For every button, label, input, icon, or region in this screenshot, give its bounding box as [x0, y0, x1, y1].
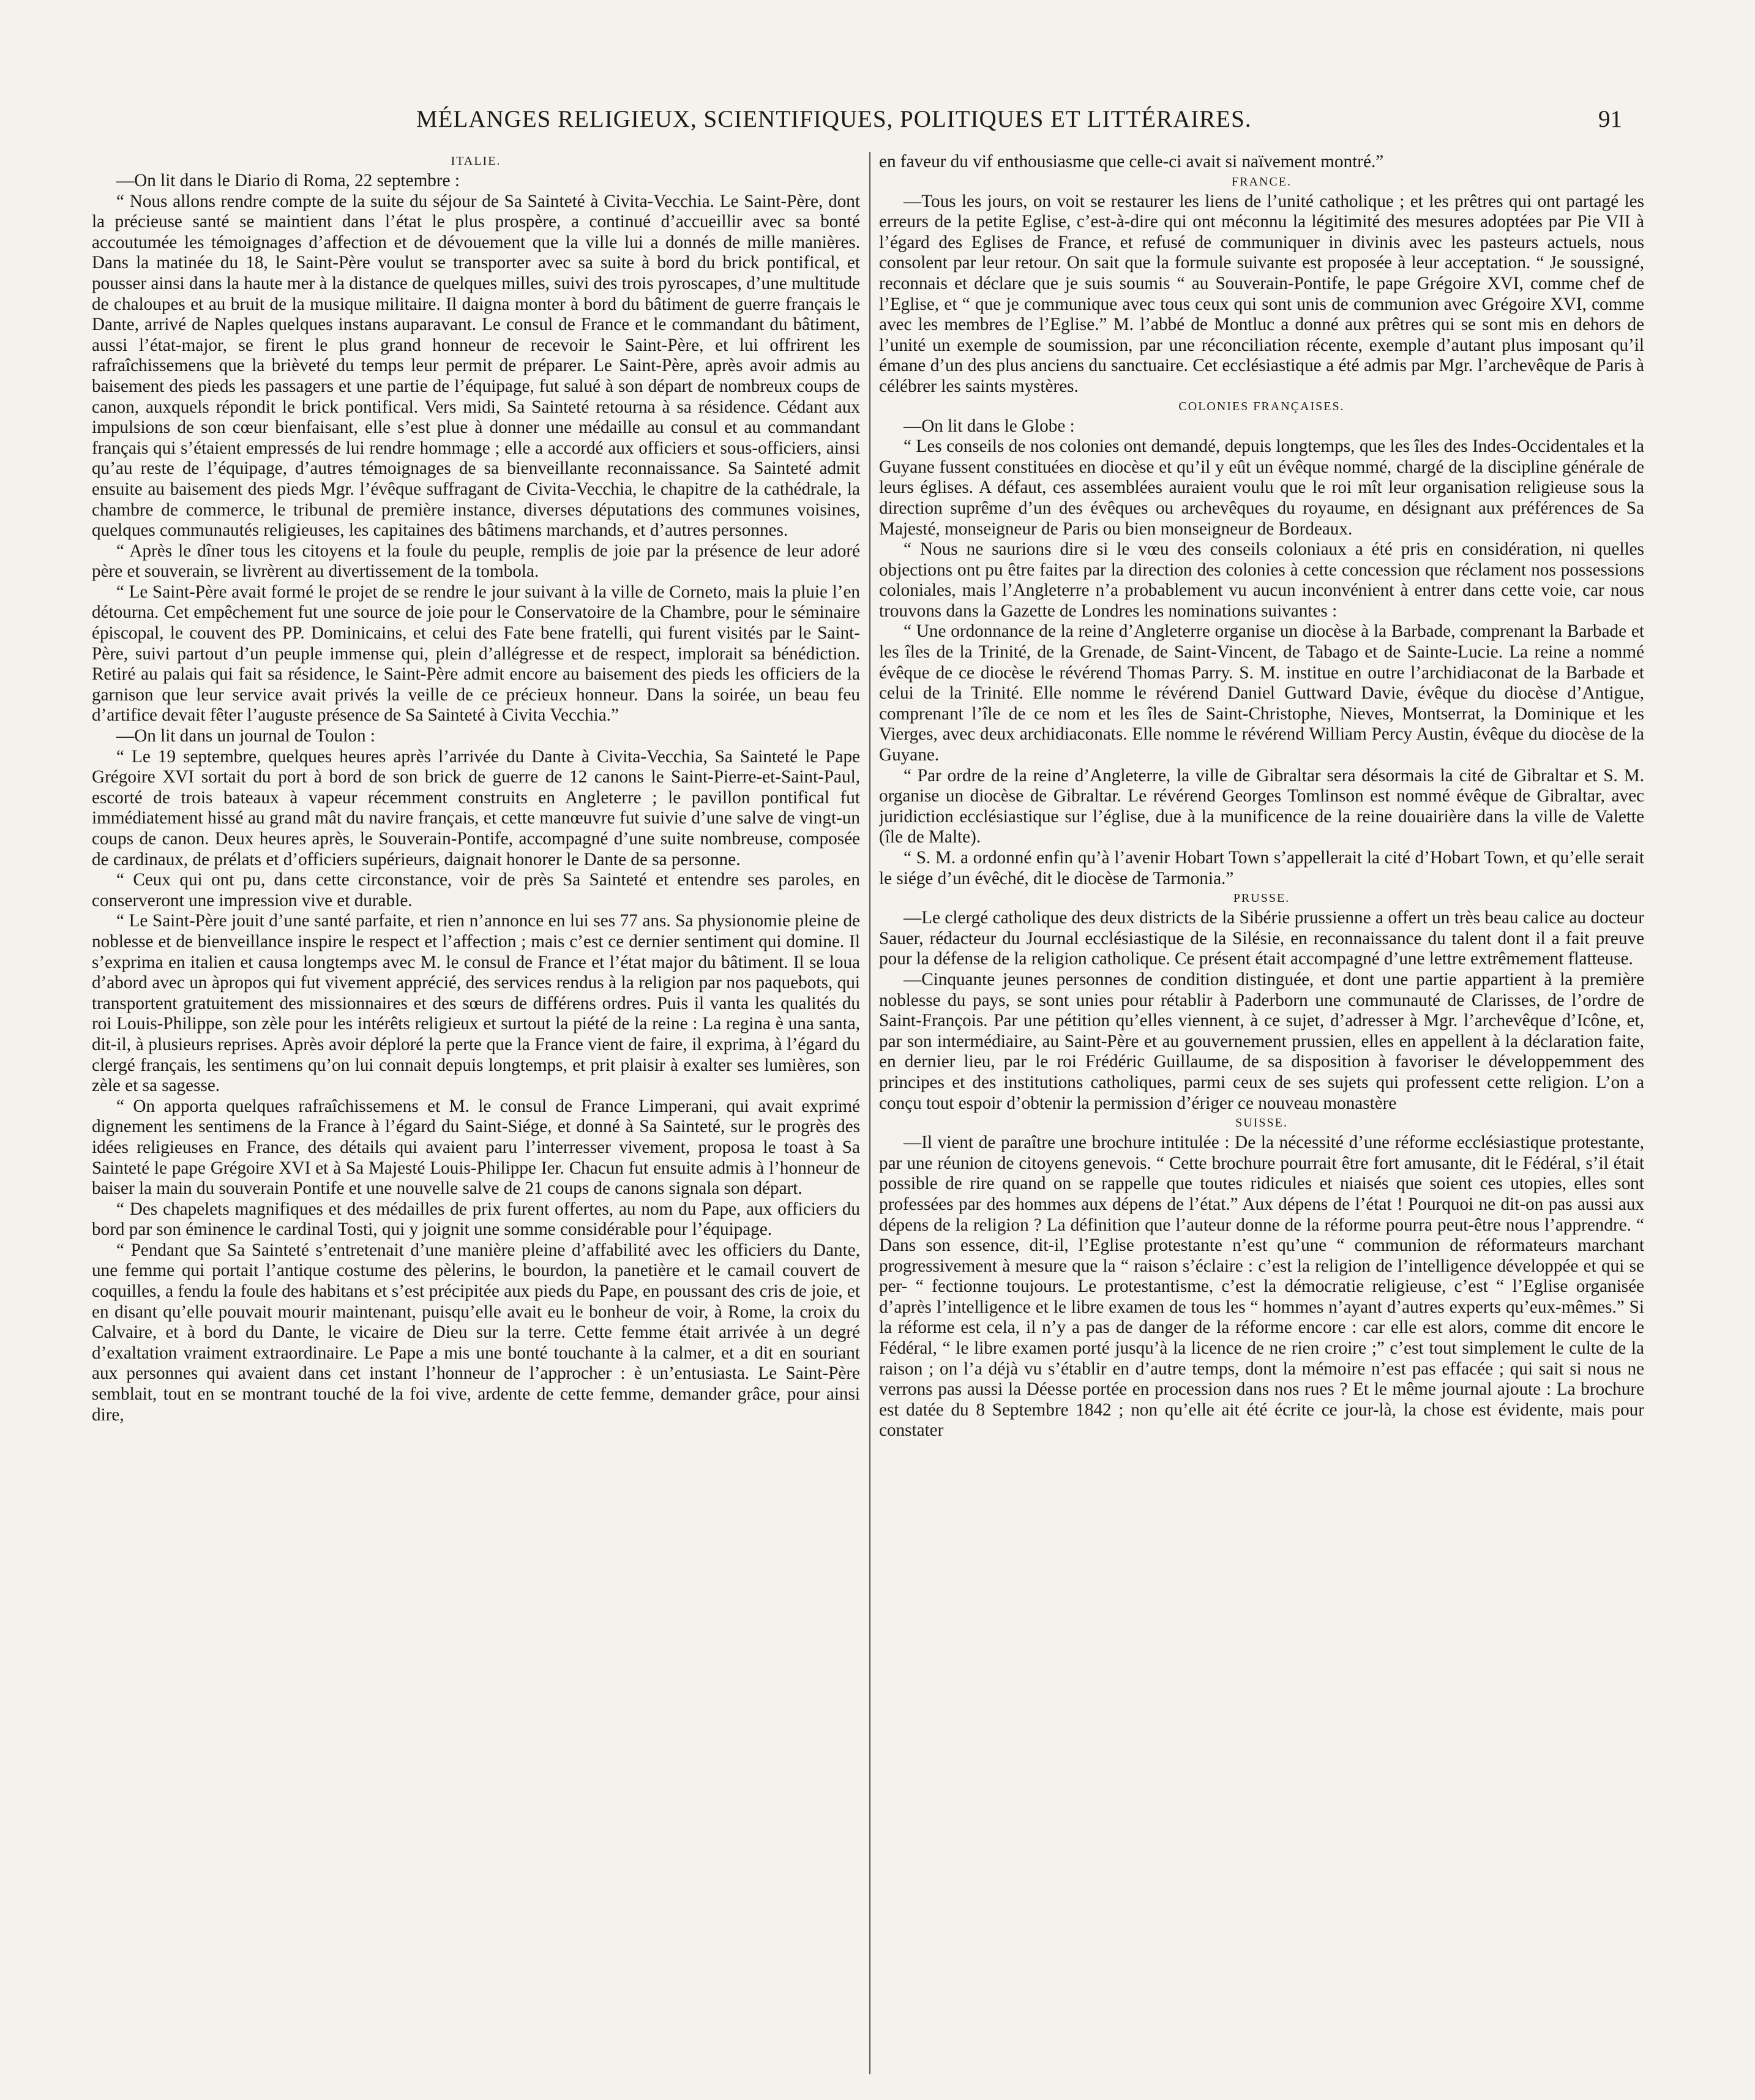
section-heading-suisse: SUISSE.	[1235, 1116, 1288, 1130]
paragraph: “ Le Saint-Père jouit d’une santé parfaite, et rien n’annonce en lui ses 77 ans. Sa physionomie pleine de noblesse et de bienveillance inspire le respect et l’affection ; mais c’est ce dernier sentiment qui domine. Il s’exprima en italien et causa longtemps avec M. le consul de France et l’état major du bâtiment. Il se loua d’abord avec un àpropos qui fut vivement apprécié, des services rendus à la religion par nos paquebots, qui transportent gratuitement des missionnaires et des sœurs de différens ordres. Puis il vanta les qualités du roi Louis-Philippe, son zèle pour les intérêts religieux et surtout la piété de la reine : La regina è una santa, dit-il, à plusieurs reprises. Après avoir déploré la perte que la France vient de faire, il exprima, à l’égard du clergé français, les sentimens qu’on lui connait depuis longtemps, et prit plaisir à exalter ses lumières, son zèle et sa sagesse.	[92, 911, 860, 1096]
paragraph: “ Pendant que Sa Sainteté s’entretenait d’une manière pleine d’affabilité avec les officiers du Dante, une femme qui portait l’antique costume des pèlerins, le bourdon, la panetière et le camail couvert de coquilles, a fendu la foule des habitans et s’est précipitée aux pieds du Pape, en poussant des cris de joie, et en disant qu’elle pouvait mourir maintenant, puisqu’elle avait eu le bonheur de voir, à Rome, la croix du Calvaire, et à bord du Dante, le vicaire de Dieu sur la terre. Cette femme était arrivée à un degré d’exaltation vraiment extraordinaire. Le Pape a mis une bonté touchante à la calmer, et a dit en souriant aux personnes qui avaient dans cet instant l’honneur de l’approcher : è un’entusiasta. Le Saint-Père semblait, tout en se montrant touché de la foi vive, ardente de cette femme, demander grâce, pour ainsi dire,	[92, 1240, 860, 1425]
paragraph: —Il vient de paraître une brochure intitulée : De la nécessité d’une réforme ecclésiastique protestante, par une réunion de citoyens genevois. “ Cette brochure pourrait être fort amusante, dit le Fédéral, s’il était possible de rire quand on se rappelle que toutes ridicules et niaisés que soient ces utopies, elles sont professées par des hommes aux dépens de l’état.” Aux dépens de l’état ! Pourquoi ne dit-on pas aussi aux dépens de la religion ? La définition que l’auteur donne de la réforme pourra peut-être nous l’apprendre. “ Dans son essence, dit-il, l’Eglise protestante n’est qu’une “ communion de réformateurs marchant progressivement à mesure que la “ raison s’éclaire : c’est la religion de l’intelligence développée et qui se per- “ fectionne toujours. Le protestantisme, c’est la démocratie religieuse, c’est “ l’Eglise organisée d’après l’intelligence et le libre examen de tous les “ hommes n’ayant d’autres experts qu’eux-mêmes.” Si la réforme est cela, il n’y a pas de danger de la réforme encore : car elle est alors, comme dit encore le Fédéral, “ le libre examen porté jusqu’à la licence de ne rien croire ;” c’est tout simplement le culte de la raison ; on l’a déjà vu s’établir en d’autre temps, dont la mémoire n’est pas effacée ; qui sait si nous ne verrons pas aussi la Déesse portée en procession dans nos rues ? Et le même journal ajoute : La brochure est datée du 8 Septembre 1842 ; non qu’elle ait été écrite ce jour-là, la chose est évidente, mais pour constater	[879, 1133, 1644, 1441]
column-divider	[869, 152, 870, 2074]
paragraph: “ Des chapelets magnifiques et des médailles de prix furent offertes, au nom du Pape, aux officiers du bord par son éminence le cardinal Tosti, qui y joignit une somme considérable pour l’équipage.	[92, 1199, 860, 1240]
section-heading-colonies: COLONIES FRANÇAISES.	[1178, 399, 1345, 413]
paragraph: —Tous les jours, on voit se restaurer les liens de l’unité catholique ; et les prêtres qui ont partagé les erreurs de la petite Eglise, c’est-à-dire qui ont méconnu la légitimité des mesures adoptées par Pie VII à l’égard des Eglises de France, et refusé de communiquer in divinis avec les pasteurs actuels, nous consolent par leur retour. On sait que la formule suivante est proposée à leur acceptation. “ Je soussigné, reconnais et déclare que je suis soumis “ au Souverain-Pontife, le pape Grégoire XVI, comme chef de l’Eglise, et “ que je communique avec tous ceux qui sont unis de communion avec Grégoire XVI, comme avec les membres de l’Eglise.” M. l’abbé de Montluc a donné aux prêtres qui se sont mis en dehors de l’unité un exemple de soumission, par une réconciliation récente, exemple d’autant plus imposant qu’il émane d’un des plus anciens du sanctuaire. Cet ecclésiastique a été admis par Mgr. l’archevêque de Paris à célébrer les saints mystères.	[879, 191, 1644, 396]
paragraph: “ Après le dîner tous les citoyens et la foule du peuple, remplis de joie par la présence de leur adoré père et souverain, se livrèrent au divertissement de la tombola.	[92, 541, 860, 582]
paragraph: —On lit dans le Diario di Roma, 22 septembre :	[116, 171, 460, 190]
paragraph: “ On apporta quelques rafraîchissemens et M. le consul de France Limperani, qui avait exprimé dignement les sentimens de la France à l’égard du Saint-Siége, et donné à Sa Sainteté, sur le progrès des idées religieuses en France, des détails qui avaient paru l’interresser vivement, proposa le toast à Sa Sainteté le pape Grégoire XVI et à Sa Majesté Louis-Philippe Ier. Chacun fut ensuite admis à l’honneur de baiser la main du souverain Pontife et une nouvelle salve de 21 coups de canons signala son départ.	[92, 1096, 860, 1199]
section-heading-prusse: PRUSSE.	[1233, 891, 1290, 906]
paragraph: “ Une ordonnance de la reine d’Angleterre organise un diocèse à la Barbade, comprenant la Barbade et les îles de la Trinité, de la Grenade, de Saint-Vincent, de Tabago et de Sainte-Lucie. La reine a nommé évêque de ce diocèse le révérend Thomas Parry. S. M. institue en outre l’archidiaconat de la Barbade et celui de la Trinité. Elle nomme le révérend Daniel Guttward Davie, évêque du diocèse d’Antigue, comprenant l’île de ce nom et les îles de Saint-Christophe, Nieves, Montserrat, la Dominique et les Vierges, avec deux archidiaconats. Elle nomme le révérend William Percy Austin, évêque du diocèse de la Guyane.	[879, 621, 1644, 765]
paragraph: “ Nous allons rendre compte de la suite du séjour de Sa Sainteté à Civita-Vecchia. Le Saint-Père, dont la précieuse santé se maintient dans l’état le plus prospère, a continué d’accueillir avec sa bonté accoutumée les témoignages d’affection et de dévouement que la ville lui a donnés de mille manières. Dans la matinée du 18, le Saint-Père voulut se transporter avec sa suite à bord du brick pontifical, et pousser ainsi dans la haute mer à la distance de quelques milles, suivi des trois pyroscapes, d’une multitude de chaloupes et au bruit de la musique militaire. Il daigna monter à bord du bâtiment de guerre français le Dante, arrivé de Naples quelques instans auparavant. Le consul de France et le commandant du bâtiment, aussi l’état-major, se firent le plus grand honneur de recevoir le Saint-Père, et lui offrirent les rafraîchissemens que la brièveté du temps leur permit de préparer. Le Saint-Père, après avoir admis au baisement des pieds les passagers et une partie de l’équipage, fut salué à son départ de nombreux coups de canon, auxquels répondit le brick pontifical. Vers midi, Sa Sainteté retourna à sa résidence. Cédant aux impulsions de son cœur bienfaisant, elle s’est plue à donner une médaille au consul et au commandant français qui s’étaient empressés de lui rendre hommage ; elle a accordé aux officiers et sous-officiers, ainsi qu’au reste de l’équipage, d’autres témoignages de sa bienveillante reconnaissance. Sa Sainteté admit ensuite au baisement des pieds Mgr. l’évêque suffragant de Civita-Vecchia, le chapitre de la cathédrale, la chambre de commerce, le tribunal de première instance, diverses députations des communes voisines, quelques communautés religieuses, les capitaines des bâtimens marchands, et d’autres personnes.	[92, 191, 860, 541]
paragraph: “ Ceux qui ont pu, dans cette circonstance, voir de près Sa Sainteté et entendre ses paroles, en conserveront une impression vive et durable.	[92, 870, 860, 910]
paragraph: —On lit dans un journal de Toulon :	[116, 726, 376, 746]
paragraph: “ Par ordre de la reine d’Angleterre, la ville de Gibraltar sera désormais la cité de Gibraltar et S. M. organise un diocèse de Gibraltar. Le révérend Georges Tomlinson est nommé évêque de Gibraltar, avec juridiction ecclésiastique sur l’église, due à la munificence de la reine douairière dans la ville de Valette (île de Malte).	[879, 765, 1644, 847]
section-heading-italie: ITALIE.	[451, 154, 501, 168]
left-column	[92, 152, 860, 2074]
paragraph: —On lit dans le Globe :	[904, 416, 1075, 436]
running-title: MÉLANGES RELIGIEUX, SCIENTIFIQUES, POLITIQUES ET LITTÉRAIRES.	[416, 106, 1252, 132]
paragraph: “ Les conseils de nos colonies ont demandé, depuis longtemps, que les îles des Indes-Occidentales et la Guyane fussent constituées en diocèse et qu’il y eût un évêque nommé, chargé de la discipline générale de leurs églises. A défaut, ces assemblées auraient voulu que le roi mît leur organisation religieuse sous la direction suprême d’un des évêques ou archevêques du royaume, en désignant aux préférences de Sa Majesté, monseigneur de Paris ou bien monseigneur de Bordeaux.	[879, 437, 1644, 539]
paragraph: “ S. M. a ordonné enfin qu’à l’avenir Hobart Town s’appellerait la cité d’Hobart Town, et qu’elle serait le siége d’un évêché, dit le diocèse de Tarmonia.”	[879, 848, 1644, 888]
page-header	[92, 105, 1622, 136]
section-heading-france: FRANCE.	[1232, 174, 1292, 189]
paragraph: —Le clergé catholique des deux districts de la Sibérie prussienne a offert un très beau calice au docteur Sauer, rédacteur du Journal ecclésiastique de la Silésie, en reconnaissance du talent dont il a fait preuve pour la défense de la religion catholique. Ce présent était accompagné d’une lettre extrêmement flatteuse.	[879, 908, 1644, 969]
page-number: 91	[1598, 106, 1622, 132]
right-column	[879, 152, 1644, 2074]
paragraph: “ Nous ne saurions dire si le vœu des conseils coloniaux a été pris en considération, ni quelles objections ont pu être faites par la direction des colonies à cette concession que réclament nos possessions coloniales, mais l’Angleterre n’a probablement vu aucun inconvénient à entrer dans cette voie, car nous trouvons dans la Gazette de Londres les nominations suivantes :	[879, 539, 1644, 621]
paragraph: —Cinquante jeunes personnes de condition distinguée, et dont une partie appartient à la première noblesse du pays, se sont unies pour rétablir à Paderborn une communauté de Clarisses, de l’ordre de Saint-François. Par une pétition qu’elles viennent, à ce sujet, d’adresser à Mgr. l’archevêque d’Icône, et, par son intermédiaire, au Saint-Père et au gouvernement prussien, elles en appellent à la déclaration faite, en dernier lieu, par le roi Frédéric Guillaume, de sa disposition à favoriser le développemment des principes et des institutions catholiques, parmi ceux de ses sujets qui professent cette religion. L’on a conçu tout espoir d’obtenir la permission d’ériger ce nouveau monastère	[879, 969, 1644, 1113]
paragraph: “ Le 19 septembre, quelques heures après l’arrivée du Dante à Civita-Vecchia, Sa Sainteté le Pape Grégoire XVI sortait du port à bord de son brick de guerre de 12 canons le Saint-Pierre-et-Saint-Paul, escorté de trois bateaux à vapeur récemment construits en Angleterre ; le pavillon pontifical fut immédiatement hissé au grand mât du navire français, et cette manœuvre fut suivie d’une salve de vingt-un coups de canon. Deux heures après, le Souverain-Pontife, accompagné d’une suite nombreuse, composée de cardinaux, de prélats et d’officiers supérieurs, daignait honorer le Dante de sa personne.	[92, 746, 860, 869]
paragraph: “ Le Saint-Père avait formé le projet de se rendre le jour suivant à la ville de Corneto, mais la pluie l’en détourna. Cet empêchement fut une source de joie pour le Conservatoire de la Chambre, pour le séminaire épiscopal, le couvent des PP. Dominicains, et celui des Fate bene fratelli, qui furent visités par le Saint-Père, suivi partout d’un peuple immense qui, plein d’allégresse et de respect, implorait sa bénédiction. Retiré au palais qui fait sa résidence, le Saint-Père admit encore au baisement des pieds les officiers de la garnison que leur service avait privés la veille de ce précieux honneur. Dans la soirée, un beau feu d’artifice devait fêter l’auguste présence de Sa Sainteté à Civita Vecchia.”	[92, 582, 860, 726]
paragraph-continuation: en faveur du vif enthousiasme que celle-ci avait si naïvement montré.”	[879, 152, 1384, 171]
